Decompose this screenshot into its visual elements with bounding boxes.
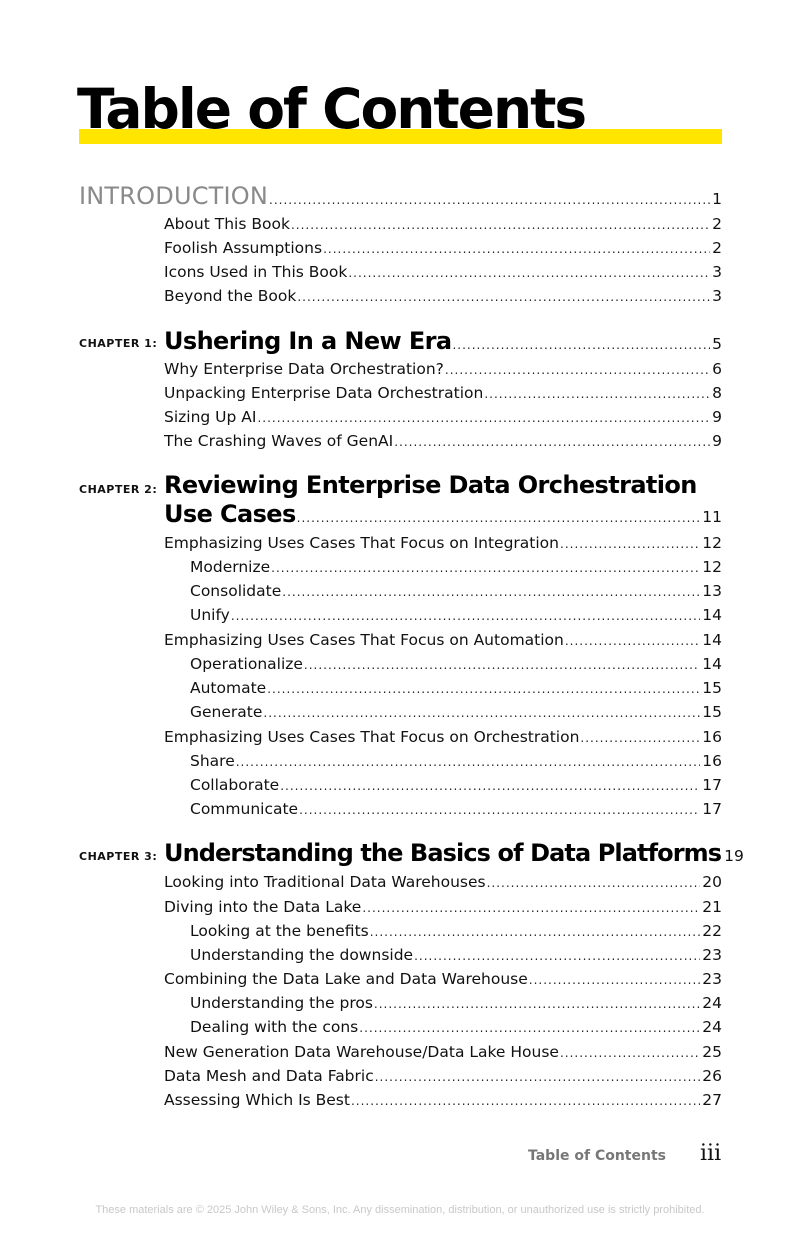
entry-title: Share [190, 752, 235, 770]
chapter-label: CHAPTER 1: [79, 337, 158, 350]
toc-chapter-3[interactable] [164, 838, 744, 868]
toc-subentry[interactable] [190, 773, 722, 797]
entry-title: Emphasizing Uses Cases That Focus on Orchestration [164, 728, 580, 746]
dot-leader [269, 185, 710, 215]
toc-chapter-2[interactable] [164, 499, 722, 529]
toc-subentry[interactable] [190, 797, 722, 821]
page-number: 15 [702, 703, 722, 721]
page-number: 9 [712, 408, 722, 426]
toc-entry-introduction[interactable] [79, 181, 722, 211]
page-number: 3 [712, 263, 722, 281]
dot-leader [560, 1041, 700, 1065]
chapter-title: Ushering In a New Era [164, 327, 452, 355]
dot-leader [267, 677, 700, 701]
page-number: 16 [702, 752, 722, 770]
toc-entry[interactable] [164, 628, 722, 652]
entry-title: The Crashing Waves of GenAI [164, 432, 394, 450]
page-number: 5 [712, 335, 722, 353]
entry-title: About This Book [164, 215, 290, 233]
toc-subentry[interactable] [190, 676, 722, 700]
dot-leader [280, 774, 700, 798]
page-number: 14 [702, 655, 722, 673]
entry-title: Generate [190, 703, 263, 721]
entry-title: Why Enterprise Data Orchestration? [164, 360, 444, 378]
page-number: 14 [702, 631, 722, 649]
toc-subentry[interactable] [190, 579, 722, 603]
footer-page-number: iii [700, 1141, 722, 1166]
entry-title: Looking at the benefits [190, 922, 369, 940]
entry-title: Operationalize [190, 655, 303, 673]
dot-leader [271, 556, 700, 580]
toc-entry[interactable] [164, 1040, 722, 1064]
page-title: Table of Contents [77, 77, 586, 141]
page-title-block [79, 78, 722, 148]
dot-leader [374, 992, 700, 1016]
entry-title: Emphasizing Uses Cases That Focus on Integration [164, 534, 559, 552]
toc-entry[interactable] [164, 1064, 722, 1088]
entry-title: Dealing with the cons [190, 1018, 359, 1036]
entry-title: Diving into the Data Lake [164, 898, 362, 916]
toc-entry[interactable] [164, 381, 722, 405]
introduction-heading: INTRODUCTION [79, 182, 269, 210]
toc-subentry[interactable] [190, 700, 722, 724]
entry-title: Understanding the pros [190, 994, 373, 1012]
dot-leader [452, 330, 710, 360]
chapter-label: CHAPTER 2: [79, 483, 158, 496]
toc-subentry[interactable] [190, 555, 722, 579]
dot-leader [529, 968, 701, 992]
page-number: 26 [702, 1067, 722, 1085]
page-number: 22 [702, 922, 722, 940]
toc-entry[interactable] [164, 429, 722, 453]
page-number: 9 [712, 432, 722, 450]
entry-title: Unpacking Enterprise Data Orchestration [164, 384, 484, 402]
page-number: 12 [702, 558, 722, 576]
dot-leader [304, 653, 700, 677]
page-number: 1 [712, 190, 722, 208]
dot-leader [580, 726, 700, 750]
dot-leader [263, 701, 700, 725]
copyright-notice: These materials are © 2025 John Wiley & Sons, Inc. Any dissemination, distribution, or unauthorized use is strictly prohibited. [95, 1204, 705, 1216]
entry-title: Automate [190, 679, 267, 697]
toc-entry[interactable] [164, 895, 722, 919]
toc-subentry[interactable] [190, 603, 722, 627]
chapter-title: Understanding the Basics of Data Platforms [164, 839, 722, 867]
page-number: 6 [712, 360, 722, 378]
page-number: 24 [702, 994, 722, 1012]
toc-chapter-1[interactable] [164, 326, 722, 356]
toc-entry[interactable] [164, 260, 722, 284]
page-number: 17 [702, 776, 722, 794]
entry-title: Emphasizing Uses Cases That Focus on Automation [164, 631, 564, 649]
toc-entry[interactable] [164, 1088, 722, 1112]
dot-leader [351, 1089, 700, 1113]
page-number: 13 [702, 582, 722, 600]
toc-entry[interactable] [164, 405, 722, 429]
page-number: 19 [724, 847, 744, 865]
page-number: 8 [712, 384, 722, 402]
dot-leader [565, 629, 700, 653]
toc-entry[interactable] [164, 531, 722, 555]
entry-title: Collaborate [190, 776, 280, 794]
toc-subentry[interactable] [190, 943, 722, 967]
entry-title: Beyond the Book [164, 287, 297, 305]
toc-subentry[interactable] [190, 1015, 722, 1039]
dot-leader [487, 871, 701, 895]
page-number: 21 [702, 898, 722, 916]
dot-leader [282, 580, 700, 604]
page-number: 25 [702, 1043, 722, 1061]
entry-title: Sizing Up AI [164, 408, 257, 426]
toc-entry[interactable] [164, 284, 722, 308]
page-number: 23 [702, 946, 722, 964]
entry-title: Data Mesh and Data Fabric [164, 1067, 374, 1085]
dot-leader [323, 237, 710, 261]
chapter-label: CHAPTER 3: [79, 850, 158, 863]
page-number: 24 [702, 1018, 722, 1036]
page-number: 17 [702, 800, 722, 818]
dot-leader [299, 798, 700, 822]
dot-leader [362, 896, 700, 920]
entry-title: Foolish Assumptions [164, 239, 323, 257]
dot-leader [348, 261, 710, 285]
entry-title: Combining the Data Lake and Data Warehouse [164, 970, 528, 988]
dot-leader [370, 920, 701, 944]
page-number: 3 [712, 287, 722, 305]
dot-leader [257, 406, 710, 430]
dot-leader [445, 358, 710, 382]
dot-leader [297, 503, 701, 533]
page-number: 14 [702, 606, 722, 624]
toc-entry[interactable] [164, 357, 722, 381]
chapter-title-line-2: Use Cases [164, 500, 296, 528]
toc-entry[interactable] [164, 212, 722, 236]
entry-title: Assessing Which Is Best [164, 1091, 350, 1109]
page-number: 2 [712, 215, 722, 233]
toc-subentry[interactable] [190, 652, 722, 676]
toc-entry[interactable] [164, 236, 722, 260]
footer-section-label: Table of Contents [527, 1148, 666, 1164]
toc-subentry[interactable] [190, 749, 722, 773]
page-number: 23 [702, 970, 722, 988]
entry-title: Icons Used in This Book [164, 263, 348, 281]
page-number: 12 [702, 534, 722, 552]
page-number: 11 [702, 508, 722, 526]
entry-title: Understanding the downside [190, 946, 414, 964]
dot-leader [359, 1016, 700, 1040]
dot-leader [375, 1065, 701, 1089]
toc-subentry[interactable] [190, 991, 722, 1015]
dot-leader [291, 213, 710, 237]
dot-leader [231, 604, 700, 628]
entry-title: Communicate [190, 800, 299, 818]
dot-leader [414, 944, 700, 968]
page-number: 2 [712, 239, 722, 257]
page-number: 20 [702, 873, 722, 891]
entry-title: Unify [190, 606, 230, 624]
page-number: 15 [702, 679, 722, 697]
page-number: 27 [702, 1091, 722, 1109]
dot-leader [297, 285, 710, 309]
toc-entry[interactable] [164, 967, 722, 991]
entry-title: New Generation Data Warehouse/Data Lake House [164, 1043, 559, 1061]
entry-title: Consolidate [190, 582, 282, 600]
page-number: 16 [702, 728, 722, 746]
toc-entry[interactable] [164, 870, 722, 894]
toc-entry[interactable] [164, 725, 722, 749]
dot-leader [484, 382, 710, 406]
toc-subentry[interactable] [190, 919, 722, 943]
entry-title: Looking into Traditional Data Warehouses [164, 873, 486, 891]
dot-leader [394, 430, 710, 454]
entry-title: Modernize [190, 558, 271, 576]
chapter-title-line-1[interactable]: Reviewing Enterprise Data Orchestration [164, 471, 697, 499]
dot-leader [236, 750, 701, 774]
dot-leader [560, 532, 700, 556]
